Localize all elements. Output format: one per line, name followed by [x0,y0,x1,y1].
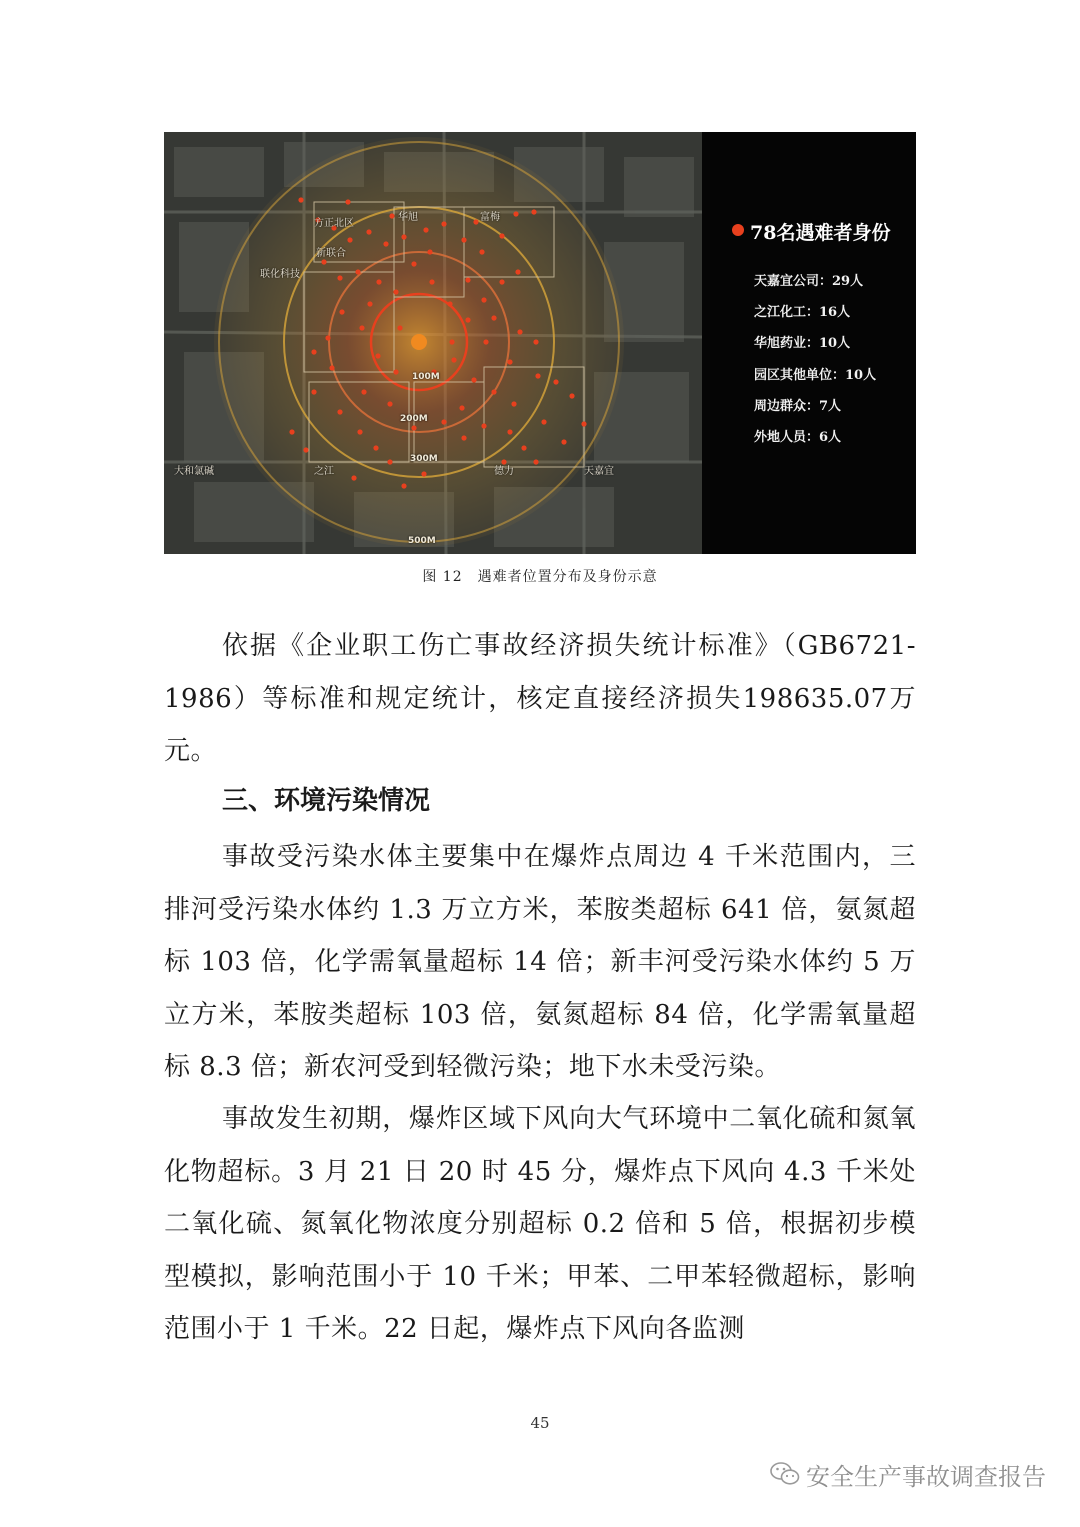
paragraph-economic-loss: 依据《企业职工伤亡事故经济损失统计标准》（GB6721-1986）等标准和规定统计，核定直接经济损失198635.07万元。 [164,631,916,766]
victim-marker [447,301,452,306]
section-heading: 三、环境污染情况 [222,786,431,816]
victim-marker [375,353,380,358]
victim-marker [491,315,496,320]
victim-marker [515,269,520,274]
victim-marker [311,349,316,354]
ring-label-100m: 100M [412,372,440,382]
paragraph-water-pollution: 事故受污染水体主要集中在爆炸点周边 4 千米范围内，三排河受污染水体约 1.3 万立方米，苯胺类超标 641 倍，氨氮超标 103 倍，化学需氧量超标 14 倍；新丰河受污染水体约 5 万立方米，苯胺类超标 103 倍，氨氮超标 84 倍，化学需氧量超标 8.3 倍；新农河受到轻微污染；地下水未受污染。 [164,842,916,1082]
victim-marker [387,401,392,406]
victim-marker [321,259,326,264]
victim-marker [393,369,398,374]
victim-marker [507,429,512,434]
victim-marker [325,335,330,340]
victim-marker [491,389,496,394]
legend-list [754,272,876,459]
victim-marker [449,339,454,344]
legend-item: 园区其他单位：10人 [754,367,877,383]
map-label-deli: 德力 [494,466,514,477]
figure-caption: 图 12 遇难者位置分布及身份示意 [422,569,658,585]
victim-marker [473,219,478,224]
victim-marker [357,429,362,434]
legend-item: 华旭药业：10人 [754,336,851,352]
victim-marker [561,439,566,444]
victim-marker [479,249,484,254]
wechat-icon [770,1461,800,1487]
victim-marker [427,249,432,254]
victim-marker [581,421,586,426]
victim-marker [531,209,536,214]
marker-dot-icon [732,224,744,236]
victim-marker [298,197,303,202]
victim-marker [465,317,470,322]
victim-marker [401,234,406,239]
victim-marker [389,213,394,218]
victim-legend [702,132,916,554]
map-label-lianhua: 联化科技 [260,269,300,280]
ring-label-500m: 500M [408,536,436,546]
ring-label-300m: 300M [410,454,438,464]
victim-marker [376,279,381,284]
victim-marker [533,339,538,344]
victim-marker [329,365,334,370]
page-number: 45 [530,1414,550,1432]
map-label-dahe: 大和氯碱 [174,466,214,477]
ring-label-200m: 200M [400,414,428,424]
legend-title: 78名遇难者身份 [750,222,891,244]
victim-marker [541,419,546,424]
victim-marker [459,405,464,410]
watermark-text: 安全生产事故调查报告 [806,1462,1046,1491]
victim-marker [383,241,388,246]
victim-marker [337,409,342,414]
victim-marker [553,379,558,384]
victim-marker [367,301,372,306]
victim-marker [483,339,488,344]
victim-marker [535,373,540,378]
map-label-fangzheng: 方正北区 [314,218,354,229]
victim-marker [461,435,466,440]
victim-marker [521,445,526,450]
victim-marker [393,289,398,294]
victim-marker [429,279,434,284]
paragraph-air-pollution: 事故发生初期，爆炸区域下风向大气环境中二氧化硫和氮氧化物超标。3 月 21 日 20 时 45 分，爆炸点下风向 4.3 千米处二氧化硫、氮氧化物浓度分别超标 0.2 倍和 5 倍，根据初步模型模拟，影响范围小于 10 千米；甲苯、二甲苯轻微超标，影响范围小于 1 千米。22 日起，爆炸点下风向各监测 [164,1104,916,1344]
victim-marker [511,401,516,406]
victim-marker [351,475,356,480]
satellite-map [164,132,702,554]
victim-marker [366,229,371,234]
victim-marker [401,483,406,488]
map-label-fumei: 富梅 [480,212,500,223]
victim-marker [397,325,402,330]
victim-marker [347,237,352,242]
victim-marker [355,269,360,274]
victim-marker [339,309,344,314]
map-label-tianjiayi: 天嘉宜 [584,466,614,477]
victim-marker [461,237,466,242]
victim-marker [359,325,364,330]
map-label-zhijiang: 之江 [314,466,334,477]
victim-marker [481,297,486,302]
map-label-xinlianhe: 新联合 [316,248,346,259]
victim-marker [517,329,522,334]
victim-marker [499,233,504,238]
victim-marker [411,425,416,430]
map-label-huaxu: 华旭 [398,212,418,223]
victim-marker [499,279,504,284]
victim-marker [441,221,446,226]
victim-marker [361,389,366,394]
legend-item: 天嘉宜公司：29人 [754,274,864,289]
legend-item: 外地人员：6人 [754,429,842,445]
victim-marker [421,471,426,476]
victim-marker [337,275,342,280]
victim-marker [471,377,476,382]
victim-marker [373,445,378,450]
victim-marker [345,199,350,204]
victim-marker [411,261,416,266]
victim-marker [303,447,308,452]
victim-marker [289,429,294,434]
victim-marker [441,419,446,424]
victim-marker [569,393,574,398]
victim-marker [513,211,518,216]
victim-marker [423,227,428,232]
legend-item: 之江化工：16人 [754,305,851,321]
victim-marker [387,459,392,464]
legend-item: 周边群众：7人 [754,398,842,414]
victim-marker [311,389,316,394]
victim-marker [465,277,470,282]
victim-marker [481,423,486,428]
victim-marker [451,357,456,362]
victim-marker [533,459,538,464]
victim-location-figure [164,132,916,554]
victim-marker [507,359,512,364]
wechat-watermark [770,1457,1046,1491]
